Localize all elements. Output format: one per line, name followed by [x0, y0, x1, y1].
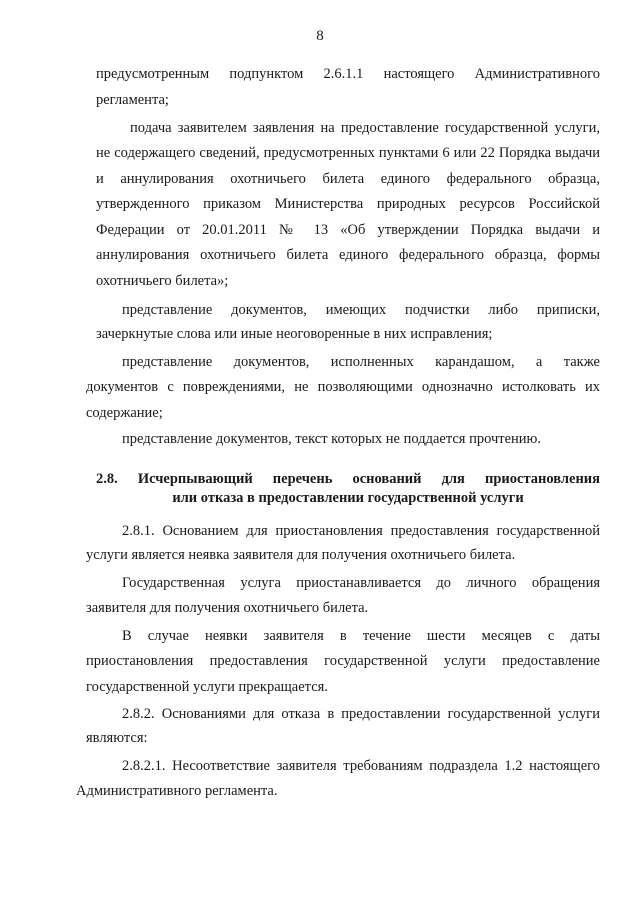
section-paragraph-4-line1: 2.8.2. Основаниями для отказа в предоставлении государственной услуги — [122, 706, 600, 722]
section-paragraph-2-line1: Государственная услуга приостанавливается до личного обращения — [122, 575, 600, 591]
section-heading — [96, 470, 600, 508]
section-number: 2.8. — [96, 471, 118, 487]
section-paragraph-3-rest: приостановления предоставления государственной услуги предоставление государственной услуги прекращается. — [86, 653, 600, 695]
section-paragraph-4-rest: являются: — [86, 730, 148, 746]
section-paragraph-5-rest: Административного регламента. — [76, 783, 278, 799]
section-paragraph-5-line1: 2.8.2.1. Несоответствие заявителя требованиям подраздела 1.2 настоящего — [122, 758, 600, 774]
paragraph-4-line1: представление документов, исполненных карандашом, а также — [122, 354, 600, 370]
paragraph-3-line1: представление документов, имеющих подчистки либо приписки, — [122, 302, 600, 318]
paragraph-2-line1: подача заявителем заявления на предоставление государственной услуги, — [130, 120, 600, 136]
paragraph-5: представление документов, текст которых не поддается прочтению. — [122, 431, 542, 447]
paragraph-2-rest: не содержащего сведений, предусмотренных пунктами 6 или 22 Порядка выдачи и аннулирования охотничьего билета единого федерального образца, утвержденного приказом Министерства природных ресурсов Российской Федерации от 20.01.2011 № 13 «Об утверждении Порядка выдачи и аннулирования охотничьего билета единого федерального образца, формы охотничьего билета»; — [96, 145, 600, 289]
paragraph-4-rest: документов с повреждениями, не позволяющими однозначно истолковать их содержание; — [86, 379, 600, 421]
section-paragraph-3-line1: В случае неявки заявителя в течение шести месяцев с даты — [122, 628, 600, 644]
section-paragraph-1-line1: 2.8.1. Основанием для приостановления предоставления государственной — [122, 523, 600, 539]
paragraph-1-line1: предусмотренным подпунктом 2.6.1.1 настоящего Административного — [96, 66, 600, 82]
section-paragraph-2-rest: заявителя для получения охотничьего билета. — [86, 600, 369, 616]
paragraph-3-rest: зачеркнутые слова или иные неоговоренные в них исправления; — [96, 326, 493, 342]
section-paragraph-1-rest: услуги является неявка заявителя для получения охотничьего билета. — [86, 547, 516, 563]
section-title-line2: или отказа в предоставлении государственной услуги — [172, 490, 524, 506]
page-number: 8 — [316, 28, 324, 44]
section-title-line1: Исчерпывающий перечень оснований для приостановления — [137, 471, 600, 487]
paragraph-1-rest: регламента; — [96, 92, 169, 108]
